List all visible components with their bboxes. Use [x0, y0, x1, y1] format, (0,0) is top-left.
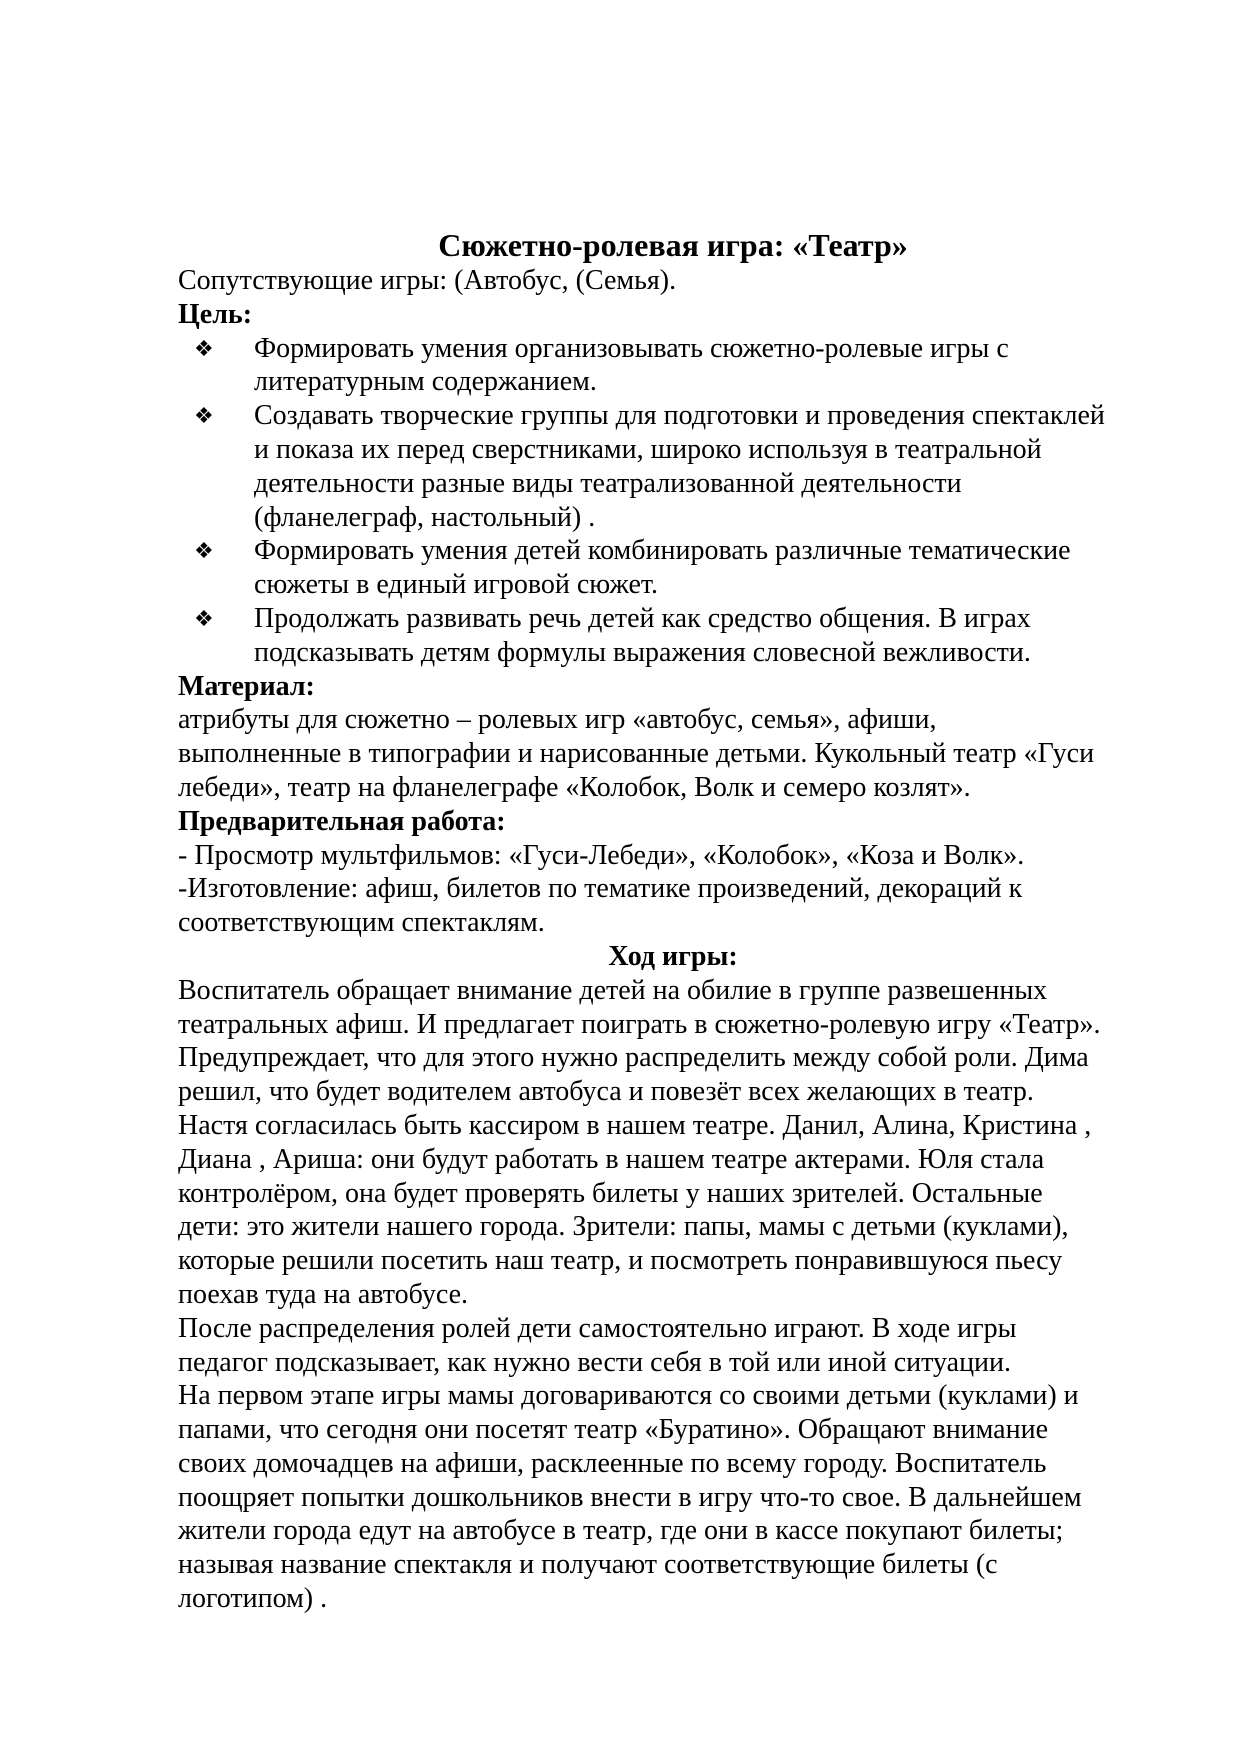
paragraph-line: Воспитатель обращает внимание детей на обилие в группе развешенных: [178, 974, 1048, 1006]
goal-item-line: литературным содержанием.: [254, 366, 597, 398]
paragraph-line: поощряет попытки дошкольников внести в игру что-то свое. В дальнейшем: [178, 1481, 1082, 1513]
paragraph-line: дети: это жители нашего города. Зрители: папы, мамы с детьми (куклами),: [178, 1211, 1069, 1243]
goal-item-line: деятельности разные виды театрализованной деятельности: [254, 467, 962, 499]
paragraph-line: На первом этапе игры мамы договариваются со своими детьми (куклами) и: [178, 1380, 1079, 1412]
diamond-bullet-icon: ❖: [194, 335, 214, 361]
paragraph-line: театральных афиш. И предлагает поиграть в сюжетно-ролевую игру «Театр».: [178, 1008, 1101, 1040]
paragraph-line: называя название спектакля и получают соответствующие билеты (с: [178, 1549, 998, 1581]
goal-item-line: Продолжать развивать речь детей как средство общения. В играх: [254, 602, 1031, 634]
paragraph-line: После распределения ролей дети самостоятельно играют. В ходе игры: [178, 1312, 1017, 1344]
material-text: [178, 703, 1168, 804]
material-line: выполненные в типографии и нарисованные детьми. Кукольный театр «Гуси: [178, 738, 1095, 770]
preliminary-text: [178, 839, 1168, 940]
paragraph-line: решил, что будет водителем автобуса и повезёт всех желающих в театр.: [178, 1076, 1034, 1108]
material-line: атрибуты для сюжетно – ролевых игр «автобус, семья», афиши,: [178, 704, 937, 736]
paragraph-line: Диана , Ариша: они будут работать в нашем театре актерами. Юля стала: [178, 1143, 1045, 1175]
diamond-bullet-icon: ❖: [194, 403, 214, 429]
paragraph-line: логотипом) .: [178, 1583, 328, 1615]
document-title: Сюжетно-ролевая игра: «Театр»: [438, 227, 908, 263]
preliminary-line: - Просмотр мультфильмов: «Гуси-Лебеди», «Колобок», «Коза и Волк».: [178, 839, 1025, 871]
paragraph-line: жители города едут на автобусе в театр, где они в кассе покупают билеты;: [178, 1515, 1064, 1547]
goal-item-line: Формировать умения детей комбинировать различные тематические: [254, 535, 1071, 567]
paragraph-line: поехав туда на автобусе.: [178, 1278, 469, 1310]
goal-list: [178, 332, 1168, 670]
course-heading: Ход игры:: [608, 940, 738, 972]
paragraph-line: которые решили посетить наш театр, и посмотреть понравившуюся пьесу: [178, 1245, 1063, 1277]
goal-item: [178, 399, 1168, 534]
goal-item: [178, 602, 1168, 670]
goal-heading: Цель:: [178, 298, 253, 330]
goal-item-line: и показа их перед сверстниками, широко используя в театральной: [254, 433, 1042, 465]
diamond-bullet-icon: ❖: [194, 538, 214, 564]
paragraph-line: своих домочадцев на афиши, расклеенные по всему городу. Воспитатель: [178, 1447, 1047, 1479]
goal-item: [178, 332, 1168, 400]
course-text: [178, 974, 1168, 1616]
paragraph-line: контролёром, она будет проверять билеты у наших зрителей. Остальные: [178, 1177, 1043, 1209]
goal-item-line: сюжеты в единый игровой сюжет.: [254, 569, 659, 601]
goal-item-line: Формировать умения организовывать сюжетно-ролевые игры с: [254, 332, 1009, 364]
material-line: лебеди», театр на фланелеграфе «Колобок, Волк и семеро козлят».: [178, 771, 971, 803]
preliminary-heading: Предварительная работа:: [178, 805, 506, 837]
goal-item-line: Создавать творческие группы для подготовки и проведения спектаклей: [254, 400, 1105, 432]
goal-item-line: (фланелеграф, настольный) .: [254, 501, 596, 533]
paragraph-line: Предупреждает, что для этого нужно распределить между собой роли. Дима: [178, 1042, 1089, 1074]
diamond-bullet-icon: ❖: [194, 605, 214, 631]
goal-item: [178, 534, 1168, 602]
preliminary-line: соответствующим спектаклям.: [178, 907, 545, 939]
goal-item-line: подсказывать детям формулы выражения словесной вежливости.: [254, 636, 1031, 668]
paragraph-line: папами, что сегодня они посетят театр «Буратино». Обращают внимание: [178, 1414, 1049, 1446]
paragraph-line: педагог подсказывает, как нужно вести себя в той или иной ситуации.: [178, 1346, 1012, 1378]
material-heading: Материал:: [178, 670, 315, 702]
document-page: [178, 226, 1168, 1616]
preliminary-line: -Изготовление: афиш, билетов по тематике произведений, декораций к: [178, 873, 1023, 905]
paragraph-line: Настя согласилась быть кассиром в нашем театре. Данил, Алина, Кристина ,: [178, 1109, 1092, 1141]
related-games: Сопутствующие игры: (Автобус, (Семья).: [178, 265, 677, 296]
